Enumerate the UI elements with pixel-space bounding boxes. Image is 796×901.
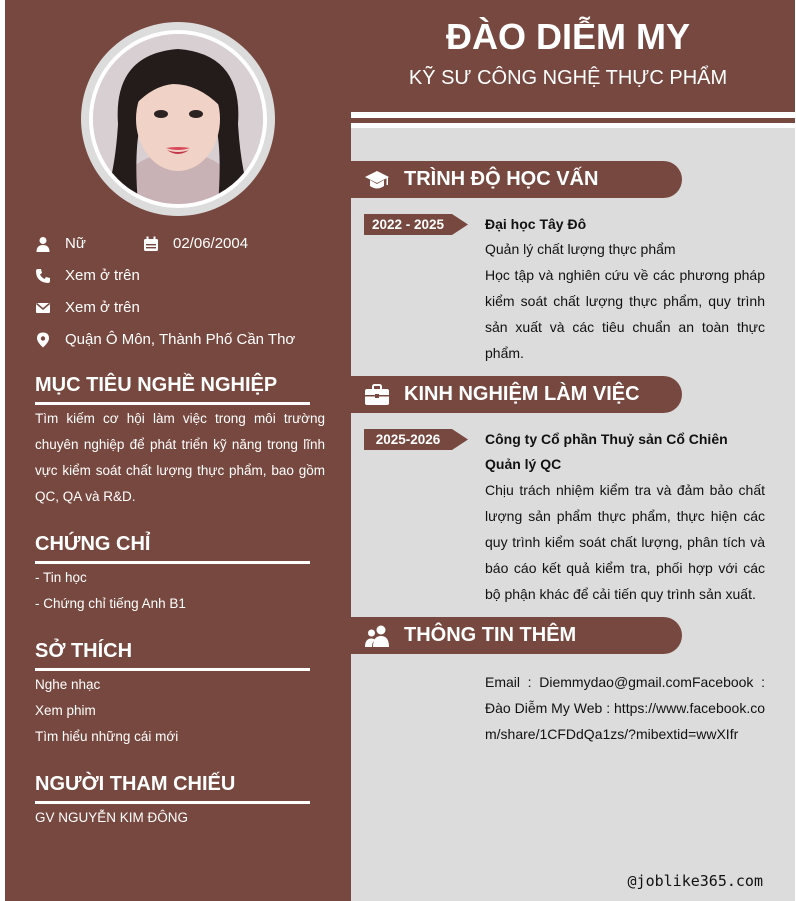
education-title: TRÌNH ĐỘ HỌC VẤN: [404, 168, 599, 190]
candidate-title: KỸ SƯ CÔNG NGHỆ THỰC PHẨM: [408, 67, 728, 89]
certificate-item: - Chứng chỉ tiếng Anh B1: [35, 596, 186, 611]
contact-email: [35, 299, 140, 316]
avatar-frame: [81, 22, 275, 216]
education-major: Quản lý chất lượng thực phẩm: [485, 241, 676, 257]
experience-title: KINH NGHIỆM LÀM VIỆC: [404, 383, 640, 405]
additional-banner: [351, 617, 682, 654]
education-period: 2022 - 2025: [371, 217, 445, 232]
address-value: Quận Ô Môn, Thành Phố Cần Thơ: [65, 331, 296, 348]
avatar: [89, 30, 267, 208]
experience-company: Công ty Cổ phần Thuỷ sản Cổ Chiên: [485, 431, 728, 447]
experience-position: Quản lý QC: [485, 456, 562, 472]
candidate-name: ĐÀO DIỄM MY: [445, 16, 690, 57]
experience-description: Chịu trách nhiệm kiểm tra và đảm bảo chất lượng sản phẩm thực phẩm, thực hiện các quy trình kiểm soát chất lượng, phân tích và báo cáo kết quả kiểm tra, phối hợp với các bộ phận khác để cải tiến quy trình sản xuất.: [485, 482, 765, 602]
hobby-item: Nghe nhạc: [35, 677, 101, 692]
certificates-divider: [35, 561, 310, 564]
education-school: Đại học Tây Đô: [485, 216, 587, 232]
user-icon: [35, 236, 51, 252]
additional-title: THÔNG TIN THÊM: [404, 624, 577, 646]
users-icon: [364, 623, 390, 649]
calendar-icon: [143, 236, 159, 252]
additional-text: Email : Diemmydao@gmail.comFacebook : Đào Diễm My Web : https://www.facebook.com/share/1CFDdQa1zs/?mibextid=wwXIfr: [485, 674, 765, 742]
hobby-item: Xem phim: [35, 703, 96, 718]
graduation-cap-icon: [364, 167, 390, 193]
email-value: Xem ở trên: [65, 299, 140, 316]
objective-divider: [35, 402, 310, 405]
references-divider: [35, 801, 310, 804]
briefcase-icon: [364, 382, 390, 408]
certificates-title: CHỨNG CHỈ: [35, 533, 151, 555]
education-description: Học tập và nghiên cứu về các phương pháp kiểm soát chất lượng thực phẩm, quy trình sản xuất và các tiêu chuẩn an toàn thực phẩm.: [485, 267, 765, 361]
hobby-item: Tìm hiểu những cái mới: [35, 729, 179, 744]
contact-birthdate: [143, 235, 248, 252]
objective-text: Tìm kiếm cơ hội làm việc trong môi trường chuyên nghiệp để phát triển kỹ năng trong lĩnh vực kiểm soát chất lượng thực phẩm, bao gồm QC, QA và R&D.: [35, 411, 325, 504]
hobbies-title: SỞ THÍCH: [35, 640, 133, 662]
contact-phone: [35, 267, 140, 284]
phone-value: Xem ở trên: [65, 267, 140, 284]
reference-item: GV NGUYỄN KIM ĐÔNG: [35, 810, 189, 825]
phone-icon: [35, 268, 51, 284]
experience-period: 2025-2026: [375, 432, 441, 447]
location-pin-icon: [35, 332, 51, 348]
references-title: NGƯỜI THAM CHIẾU: [35, 773, 236, 795]
objective-title: MỤC TIÊU NGHỀ NGHIỆP: [35, 374, 278, 396]
hobbies-divider: [35, 668, 310, 671]
birthdate-value: 02/06/2004: [173, 235, 249, 252]
footer-watermark: @joblike365.com: [627, 872, 763, 890]
experience-period-tag: [364, 429, 468, 450]
education-period-tag: [364, 214, 468, 235]
envelope-icon: [35, 300, 51, 316]
contact-gender: [35, 235, 86, 252]
education-banner: [351, 161, 682, 198]
certificate-item: - Tin học: [35, 570, 87, 585]
experience-banner: [351, 376, 682, 413]
avatar-photo: [93, 34, 263, 204]
gender-value: Nữ: [65, 235, 86, 252]
contact-address: [35, 331, 295, 348]
